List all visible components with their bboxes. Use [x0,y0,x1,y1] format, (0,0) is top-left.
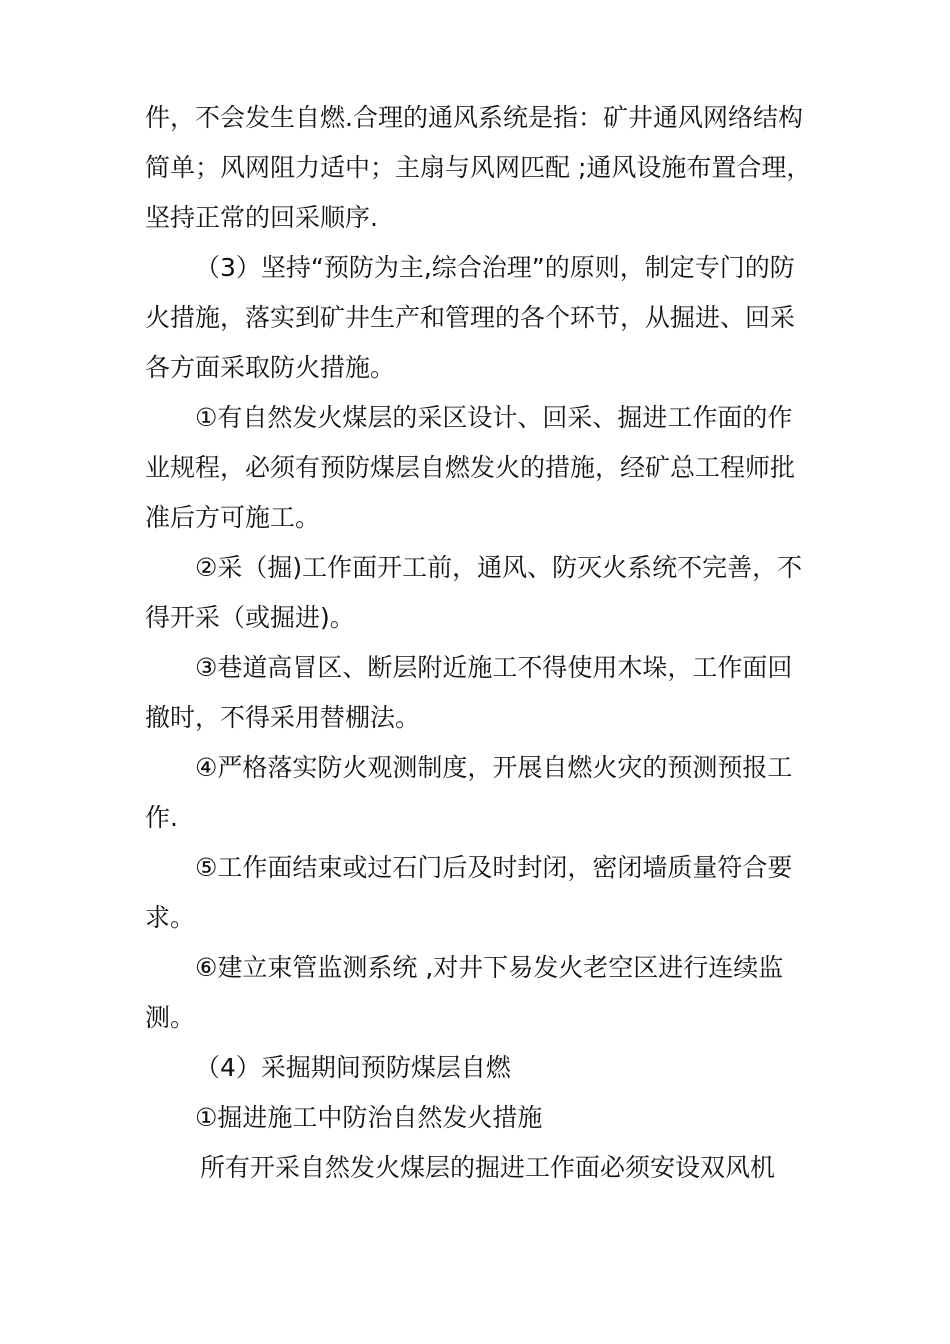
text-line: 火措施，落实到矿井生产和管理的各个环节，从掘进、回采 [145,303,796,332]
section-heading-3: （3）坚持“预防为主,综合治理”的原则，制定专门的防 [195,253,795,282]
text-line: 求。 [145,903,196,932]
list-item-3: ③巷道高冒区、断层附近施工不得使用木垛，工作面回 [195,653,793,682]
text-line: 得开采（或掘进)。 [145,603,355,632]
text-line: 所有开采自然发火煤层的掘进工作面必须安设双风机 [200,1153,776,1182]
text-line: 作. [145,803,178,832]
text-line: 简单；风网阻力适中；主扇与风网匹配 ;通风设施布置合理， [145,153,812,182]
list-item-4: ④严格落实防火观测制度，开展自燃火灾的预测预报工 [195,753,793,782]
list-item-6: ⑥建立束管监测系统 ,对井下易发火老空区进行连续监 [195,953,784,982]
list-item-5: ⑤工作面结束或过石门后及时封闭，密闭墙质量符合要 [195,853,793,882]
text-line: 坚持正常的回采顺序. [145,203,378,232]
list-item-1: ①有自然发火煤层的采区设计、回采、掘进工作面的作 [195,403,793,432]
text-line: 各方面采取防火措施。 [145,353,396,382]
text-line: 测。 [145,1003,196,1032]
text-line: 准后方可施工。 [145,503,321,532]
subheading-1: ①掘进施工中防治自然发火措施 [195,1103,543,1132]
text-line: 撤时，不得采用替棚法。 [145,703,421,732]
section-heading-4: （4）采掘期间预防煤层自燃 [195,1053,511,1082]
text-line: 业规程，必须有预防煤层自燃发火的措施，经矿总工程师批 [145,453,796,482]
text-line: 件，不会发生自燃.合理的通风系统是指：矿井通风网络结构 [145,103,803,132]
list-item-2: ②采（掘)工作面开工前，通风、防灭火系统不完善，不 [195,553,803,582]
